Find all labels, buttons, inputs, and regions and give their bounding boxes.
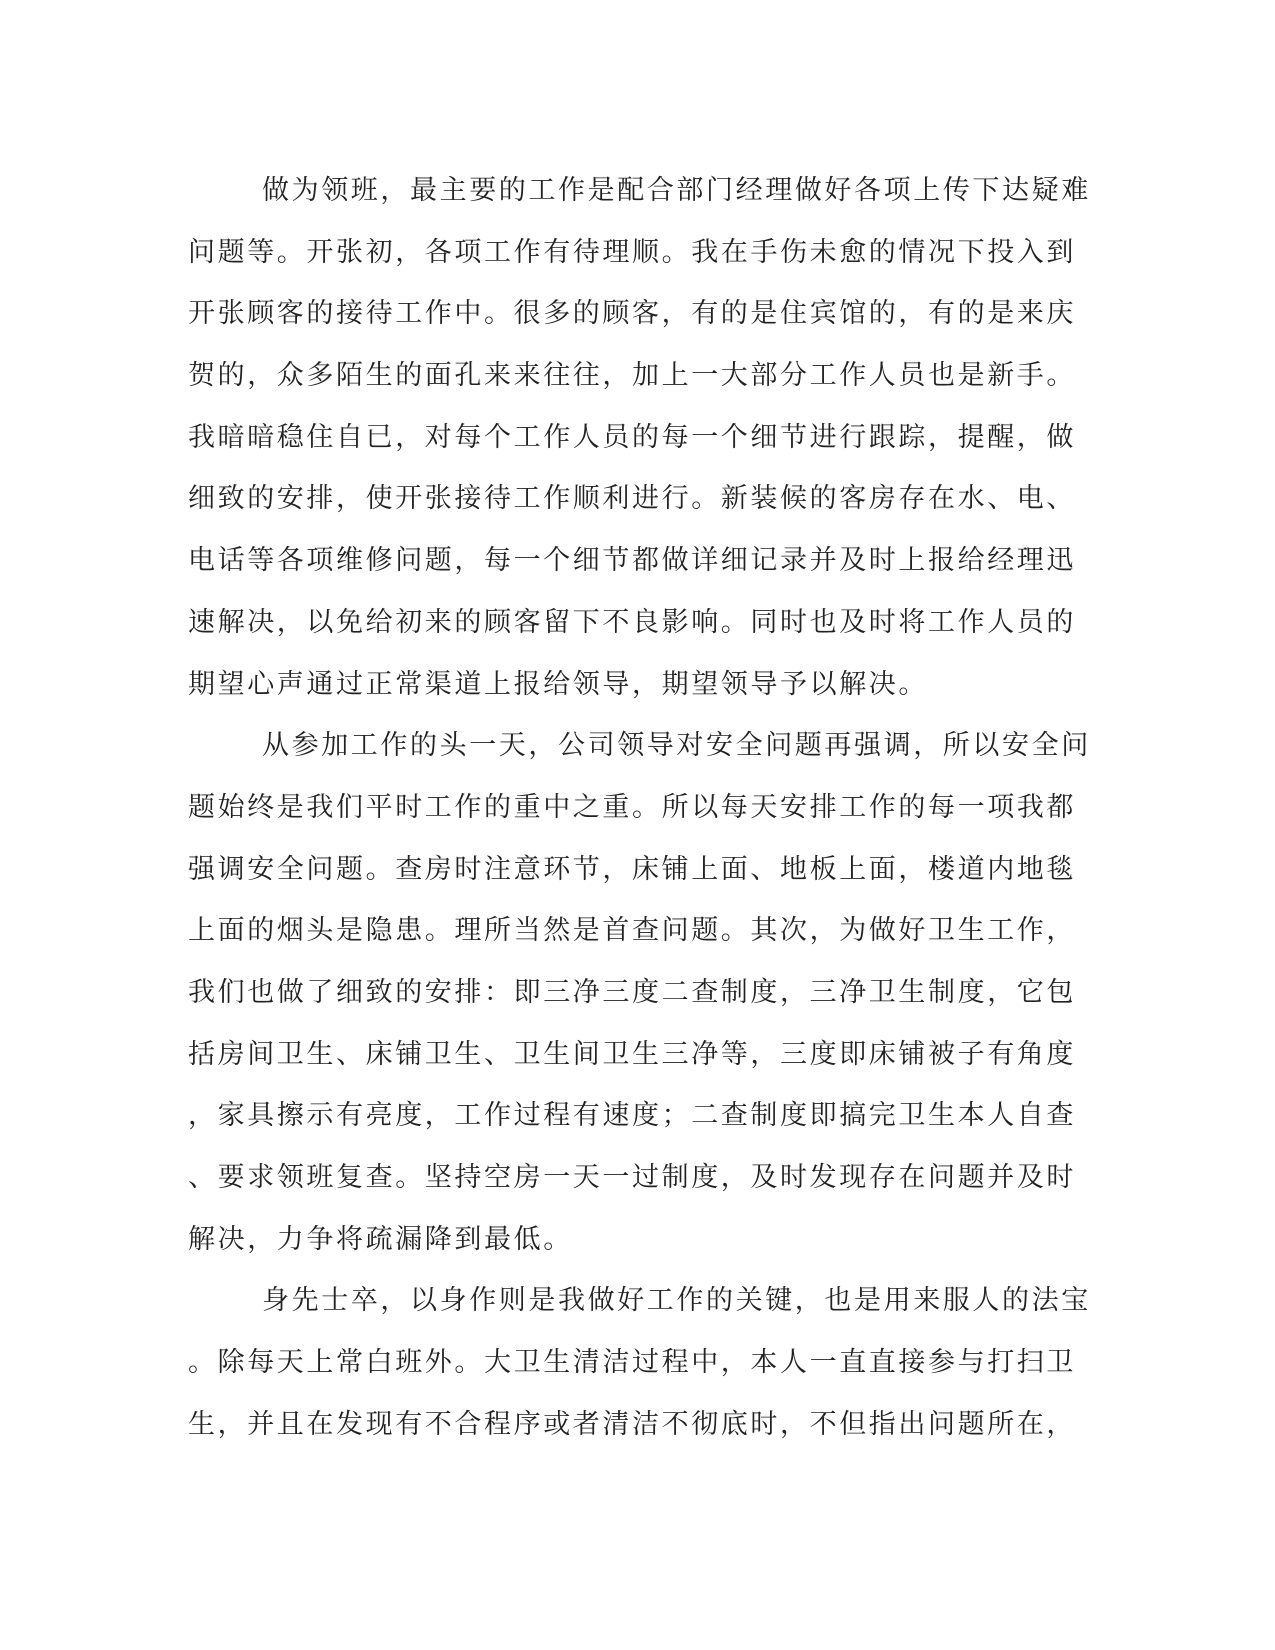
- text-line: 。除每天上常白班外。大卫生清洁过程中，本人一直直接参与打扫卫: [188, 1347, 1076, 1379]
- text-line: 身先士卒，以身作则是我做好工作的关键，也是用来服人的法宝: [262, 1285, 1091, 1317]
- document-body: [188, 160, 1091, 1455]
- text-line: 括房间卫生、床铺卫生、卫生间卫生三净等，三度即床铺被子有角度: [188, 1038, 1076, 1070]
- text-line: 上面的烟头是隐患。理所当然是首查问题。其次，为做好卫生工作，: [188, 915, 1076, 947]
- paragraph-3: [188, 1270, 1091, 1455]
- text-line: 电话等各项维修问题，每一个细节都做详细记录并及时上报给经理迅: [188, 545, 1076, 577]
- text-line: 问题等。开张初，各项工作有待理顺。我在手伤未愈的情况下投入到: [188, 236, 1076, 268]
- text-line: 速解决，以免给初来的顾客留下不良影响。同时也及时将工作人员的: [188, 606, 1076, 638]
- paragraph-1: [188, 160, 1091, 715]
- text-line: 生，并且在发现有不合程序或者清洁不彻底时，不但指出问题所在，: [188, 1408, 1076, 1440]
- text-line: ，家具擦示有亮度，工作过程有速度；二查制度即搞完卫生本人自查: [188, 1100, 1076, 1132]
- text-line: 强调安全问题。查房时注意环节，床铺上面、地板上面，楼道内地毯: [188, 853, 1076, 885]
- text-line: 题始终是我们平时工作的重中之重。所以每天安排工作的每一项我都: [188, 791, 1076, 823]
- paragraph-2: [188, 715, 1091, 1270]
- text-line: 贺的，众多陌生的面孔来来往往，加上一大部分工作人员也是新手。: [188, 360, 1076, 392]
- text-line: 、要求领班复查。坚持空房一天一过制度，及时发现存在问题并及时: [188, 1162, 1076, 1193]
- text-line: 细致的安排，使开张接待工作顺利进行。新装候的客房存在水、电、: [188, 483, 1076, 515]
- text-line: 我们也做了细致的安排：即三净三度二查制度，三净卫生制度，它包: [188, 976, 1076, 1008]
- text-line: 做为领班，最主要的工作是配合部门经理做好各项上传下达疑难: [262, 175, 1091, 206]
- text-line: 我暗暗稳住自已，对每个工作人员的每一个细节进行跟踪，提醒，做: [188, 421, 1076, 453]
- text-line: 解决，力争将疏漏降到最低。: [188, 1223, 573, 1255]
- text-line: 开张顾客的接待工作中。很多的顾客，有的是住宾馆的，有的是来庆: [188, 298, 1076, 330]
- text-line: 期望心声通过正常渠道上报给领导，期望领导予以解决。: [188, 668, 928, 700]
- text-line: 从参加工作的头一天，公司领导对安全问题再强调，所以安全问: [262, 730, 1091, 762]
